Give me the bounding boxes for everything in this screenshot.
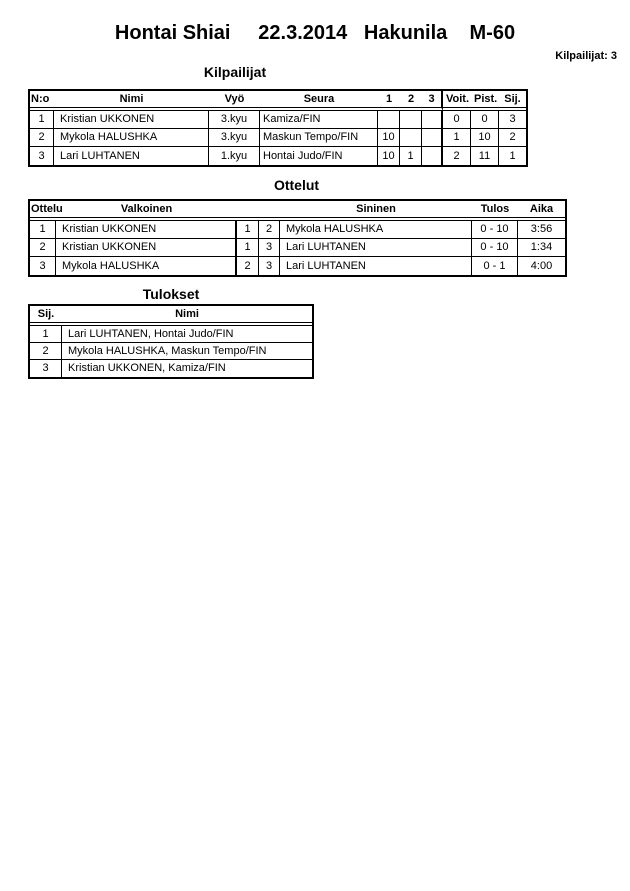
- col-header-vyo: Vyö: [209, 91, 260, 111]
- result-row: [30, 360, 312, 377]
- match-row: [30, 239, 565, 257]
- cell-match2: [400, 111, 422, 129]
- col-header-match3: 3: [422, 91, 443, 111]
- cell-match2: 1: [400, 147, 422, 165]
- cell-voit: 1: [443, 129, 471, 147]
- col-header-tulos: Tulos: [472, 201, 518, 221]
- matches-table: [28, 199, 567, 277]
- cell-white-no: 2: [237, 257, 259, 275]
- cell-sij: 1: [509, 149, 516, 162]
- cell-tulos: 0 - 10: [472, 221, 518, 239]
- cell-nimi: Lari LUHTANEN: [54, 147, 209, 165]
- col-header-sij: Sij.: [30, 306, 62, 326]
- col-header-white-no: [237, 201, 259, 221]
- competitors-table: [28, 89, 528, 167]
- cell-sij: 3: [30, 360, 62, 377]
- cell-pist: 0: [471, 111, 499, 129]
- competitor-row: [30, 111, 526, 129]
- competitors-header-row: [30, 91, 526, 111]
- col-header-valkoinen: Valkoinen: [56, 201, 237, 221]
- cell-blue-name: Mykola HALUSHKA: [280, 221, 472, 239]
- cell-blue-name: Lari LUHTANEN: [280, 239, 472, 257]
- cell-blue-name: Lari LUHTANEN: [280, 257, 472, 275]
- cell-vyo: 3.kyu: [209, 129, 260, 147]
- cell-seura: Maskun Tempo/FIN: [260, 129, 378, 147]
- cell-blue-no: 2: [259, 221, 280, 239]
- competitor-row: [30, 129, 526, 147]
- match-row: [30, 257, 565, 275]
- result-row: [30, 343, 312, 360]
- col-header-match1: 1: [378, 91, 400, 111]
- cell-match3: [422, 147, 443, 165]
- cell-match2: [400, 129, 422, 147]
- cell-match1: [378, 111, 400, 129]
- cell-seura: Hontai Judo/FIN: [260, 147, 378, 165]
- cell-blue-no: 3: [259, 239, 280, 257]
- cell-vyo: 3.kyu: [209, 111, 260, 129]
- cell-white-name: Kristian UKKONEN: [56, 221, 237, 239]
- cell-sij: 1: [30, 326, 62, 343]
- cell-nimi: Lari LUHTANEN, Hontai Judo/FIN: [62, 326, 312, 343]
- competitors-heading: Kilpailijat: [203, 64, 267, 80]
- cell-match1: 10: [378, 129, 400, 147]
- cell-match-no: 1: [30, 221, 56, 239]
- cell-match3: [422, 111, 443, 129]
- cell-white-no: 1: [237, 239, 259, 257]
- competitor-row: [30, 147, 526, 165]
- cell-aika: 1:34: [518, 239, 565, 257]
- cell-white-name: Mykola HALUSHKA: [56, 257, 237, 275]
- results-table: [28, 304, 314, 379]
- cell-blue-no: 3: [259, 257, 280, 275]
- col-header-nimi: Nimi: [62, 306, 312, 326]
- cell-nimi: Mykola HALUSHKA: [54, 129, 209, 147]
- cell-vyo: 1.kyu: [209, 147, 260, 165]
- cell-no: 1: [30, 111, 54, 129]
- matches-header-row: [30, 201, 565, 221]
- result-row: [30, 326, 312, 343]
- results-header-row: [30, 306, 312, 326]
- competitor-count-label: Kilpailijat: 3: [555, 50, 617, 62]
- col-header-nimi: Nimi: [54, 91, 209, 111]
- cell-white-no: 1: [237, 221, 259, 239]
- cell-sij: 2: [30, 343, 62, 360]
- cell-match-no: 3: [30, 257, 56, 275]
- cell-pist: 11: [471, 147, 499, 165]
- cell-match1: 10: [378, 147, 400, 165]
- col-header-match2: 2: [400, 91, 422, 111]
- col-header-seura: Seura: [260, 91, 378, 111]
- col-header-sininen: Sininen: [280, 201, 472, 221]
- col-header-no: N:o: [30, 91, 54, 111]
- cell-sij: 3: [499, 111, 526, 129]
- cell-voit: 2: [443, 147, 471, 165]
- matches-heading: Ottelut: [273, 177, 320, 193]
- cell-match3: [422, 129, 443, 147]
- cell-no: 2: [30, 129, 54, 147]
- page-title: Hontai Shiai 22.3.2014 Hakunila M-60: [114, 22, 516, 44]
- cell-tulos: 0 - 1: [472, 257, 518, 275]
- col-header-aika: Aika: [518, 201, 565, 221]
- cell-nimi: Mykola HALUSHKA, Maskun Tempo/FIN: [62, 343, 312, 360]
- cell-voit: 0: [443, 111, 471, 129]
- cell-nimi: Kristian UKKONEN: [54, 111, 209, 129]
- col-header-blue-no: [259, 201, 280, 221]
- cell-white-name: Kristian UKKONEN: [56, 239, 237, 257]
- cell-sij: 2: [499, 129, 526, 147]
- col-header-sij: Sij.: [499, 91, 526, 111]
- cell-pist: 10: [471, 129, 499, 147]
- col-header-voit: Voit.: [443, 91, 471, 111]
- cell-no: 3: [30, 147, 54, 165]
- cell-seura: Kamiza/FIN: [260, 111, 378, 129]
- results-heading: Tulokset: [142, 286, 200, 302]
- cell-nimi: Kristian UKKONEN, Kamiza/FIN: [68, 362, 226, 374]
- cell-aika: 4:00: [530, 259, 553, 272]
- col-header-pist: Pist.: [471, 91, 499, 111]
- col-header-ottelu: Ottelu: [30, 201, 56, 221]
- cell-aika: 3:56: [518, 221, 565, 239]
- cell-tulos: 0 - 10: [472, 239, 518, 257]
- cell-match-no: 2: [30, 239, 56, 257]
- match-row: [30, 221, 565, 239]
